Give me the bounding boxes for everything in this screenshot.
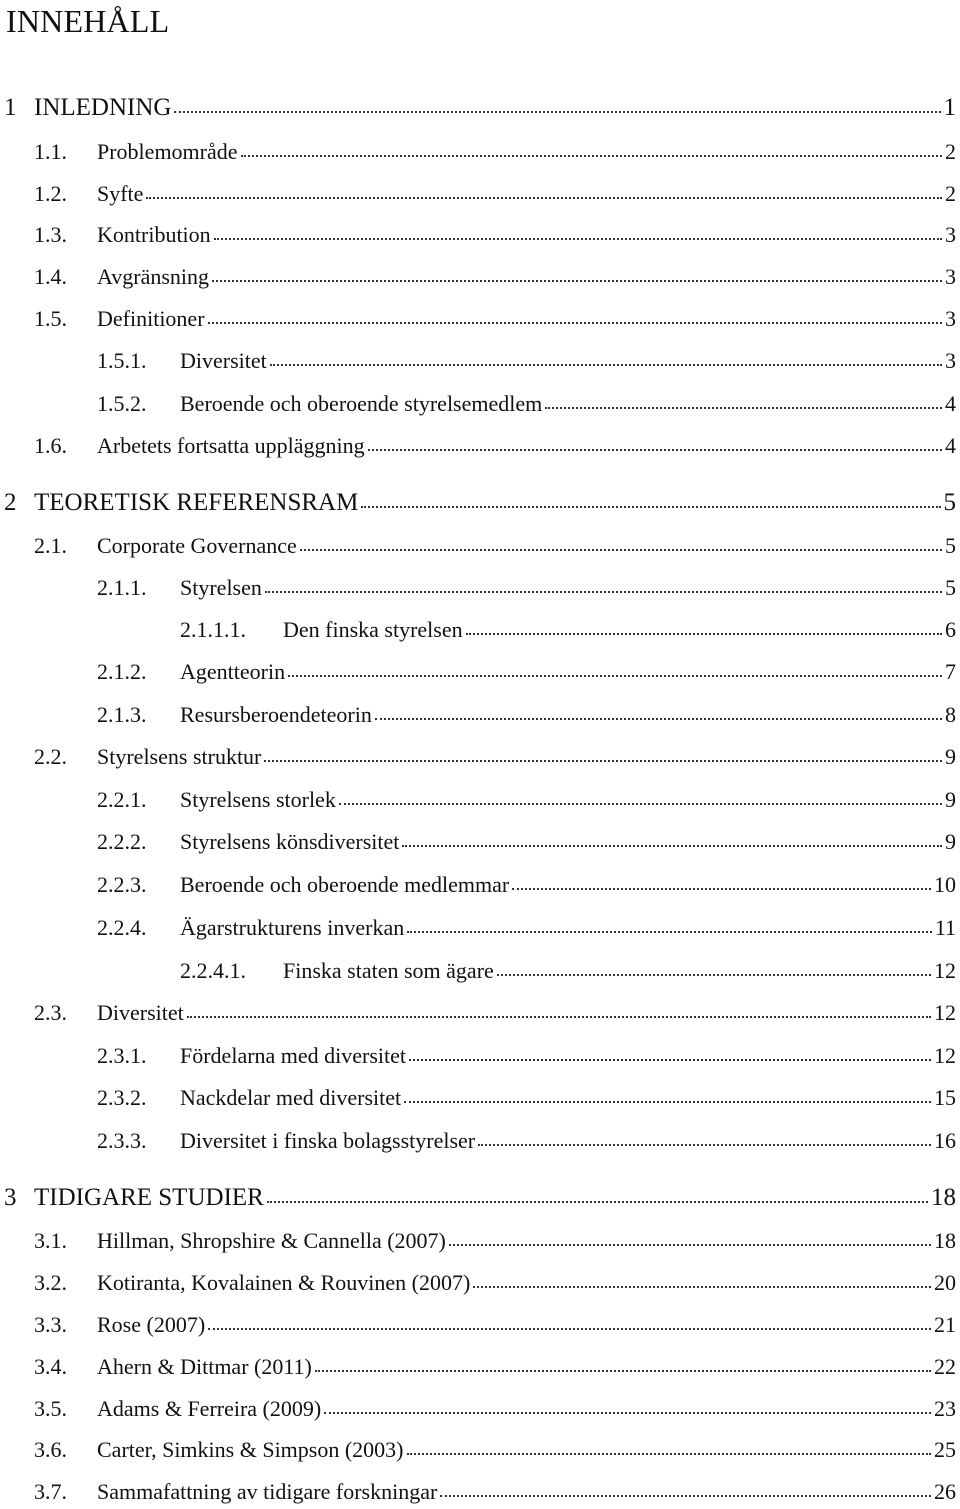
toc-entry-number: 3.3.	[34, 1312, 67, 1337]
toc-entry-number: 1.2.	[34, 181, 67, 206]
toc-entry-number: 2.3.1.	[97, 1043, 147, 1068]
toc-entry-label: Avgränsning	[97, 264, 210, 289]
toc-entry-number: 2.2.1.	[97, 787, 147, 812]
toc-dot-leader	[466, 631, 942, 635]
toc-entry[interactable]	[0, 1435, 960, 1465]
toc-entry[interactable]	[0, 573, 960, 603]
toc-entry[interactable]	[0, 742, 960, 772]
toc-entry[interactable]	[0, 700, 960, 730]
toc-entry[interactable]	[0, 1083, 960, 1113]
toc-entry[interactable]	[0, 488, 960, 518]
toc-entry-number: 2.1.	[34, 533, 67, 558]
toc-entry-number: 1.5.2.	[97, 391, 147, 416]
toc-entry[interactable]	[0, 220, 960, 250]
toc-dot-leader	[270, 362, 942, 366]
toc-entry-number: 3.7.	[34, 1479, 67, 1504]
toc-entry-page: 2	[945, 139, 956, 164]
toc-entry[interactable]	[0, 179, 960, 209]
toc-dot-leader	[497, 972, 931, 976]
toc-entry-label: Corporate Governance	[97, 533, 297, 558]
toc-entry[interactable]	[0, 346, 960, 376]
toc-entry-label: Ahern & Dittmar (2011)	[97, 1354, 312, 1379]
toc-entry-label: TEORETISK REFERENSRAM	[34, 489, 359, 516]
toc-entry[interactable]	[0, 913, 960, 943]
toc-entry-page: 4	[945, 433, 956, 458]
toc-dot-leader	[265, 589, 942, 593]
toc-dot-leader	[212, 278, 942, 282]
toc-entry-label: Styrelsens struktur	[97, 744, 262, 769]
toc-entry-number: 2.3.3.	[97, 1128, 147, 1153]
toc-dot-leader	[478, 1142, 931, 1146]
toc-dot-leader	[407, 929, 932, 933]
toc-dot-leader	[512, 886, 931, 890]
toc-dot-leader	[146, 195, 942, 199]
toc-entry-page: 8	[945, 702, 956, 727]
toc-entry-number: 1.5.	[34, 306, 67, 331]
toc-entry-label: Styrelsen	[180, 575, 262, 600]
toc-entry-number: 2.2.	[34, 744, 67, 769]
toc-entry-page: 9	[945, 787, 956, 812]
toc-dot-leader	[361, 504, 940, 508]
toc-entry[interactable]	[0, 304, 960, 334]
toc-entry-number: 1.1.	[34, 139, 67, 164]
toc-entry-number: 1.4.	[34, 264, 67, 289]
toc-dot-leader	[404, 1099, 931, 1103]
toc-entry-number: 2.2.3.	[97, 872, 147, 897]
toc-entry-number: 2.3.	[34, 1000, 67, 1025]
toc-entry[interactable]	[0, 1394, 960, 1424]
page-title: INNEHÅLL	[6, 3, 170, 39]
toc-entry-number: 3.4.	[34, 1354, 67, 1379]
toc-entry-page: 10	[934, 872, 956, 897]
toc-dot-leader	[409, 1057, 931, 1061]
toc-dot-leader	[241, 153, 942, 157]
toc-dot-leader	[187, 1014, 931, 1018]
toc-dot-leader	[267, 1199, 928, 1203]
toc-entry[interactable]	[0, 827, 960, 857]
toc-entry-label: Sammafattning av tidigare forskningar	[97, 1479, 438, 1504]
toc-entry-number: 1.5.1.	[97, 348, 147, 373]
toc-entry-page: 3	[945, 306, 956, 331]
toc-entry-number: 2.2.4.1.	[180, 958, 246, 983]
toc-dot-leader	[545, 405, 942, 409]
toc-entry-label: Syfte	[97, 181, 144, 206]
toc-entry-number: 2.1.1.1.	[180, 617, 246, 642]
toc-dot-leader	[315, 1368, 931, 1372]
toc-entry-page: 7	[945, 659, 956, 684]
toc-entry-label: Carter, Simkins & Simpson (2003)	[97, 1437, 404, 1462]
toc-entry-label: Resursberoendeteorin	[180, 702, 372, 727]
toc-entry-number: 2.1.3.	[97, 702, 147, 727]
toc-dot-leader	[368, 447, 942, 451]
toc-entry[interactable]	[0, 262, 960, 292]
toc-entry[interactable]	[0, 657, 960, 687]
toc-dot-leader	[288, 673, 942, 677]
toc-dot-leader	[300, 547, 942, 551]
toc-entry-label: Agentteorin	[180, 659, 286, 684]
toc-dot-leader	[208, 320, 942, 324]
toc-entry-label: Hillman, Shropshire & Cannella (2007)	[97, 1228, 446, 1253]
toc-entry-label: Rose (2007)	[97, 1312, 206, 1337]
toc-entry-label: Diversitet i finska bolagsstyrelser	[180, 1128, 476, 1153]
toc-entry[interactable]	[0, 531, 960, 561]
toc-entry-page: 12	[934, 1000, 956, 1025]
toc-entry-label: Styrelsens könsdiversitet	[180, 829, 400, 854]
toc-entry-number: 2.1.1.	[97, 575, 147, 600]
toc-entry[interactable]	[0, 956, 960, 986]
toc-dot-leader	[208, 1326, 931, 1330]
toc-entry-label: Kontribution	[97, 222, 211, 247]
toc-entry-page: 3	[945, 222, 956, 247]
toc-entry-page: 5	[945, 533, 956, 558]
toc-entry-number: 3.1.	[34, 1228, 67, 1253]
toc-entry-label: Beroende och oberoende medlemmar	[180, 872, 510, 897]
toc-entry-number: 3.2.	[34, 1270, 67, 1295]
toc-entry-number: 3	[4, 1184, 17, 1211]
toc-entry-page: 4	[945, 391, 956, 416]
toc-entry[interactable]	[0, 615, 960, 645]
toc-entry-label: Definitioner	[97, 306, 205, 331]
toc-entry-page: 22	[934, 1354, 956, 1379]
toc-entry-page: 9	[945, 744, 956, 769]
toc-entry[interactable]	[0, 785, 960, 815]
toc-entry[interactable]	[0, 389, 960, 419]
toc-entry-label: Diversitet	[97, 1000, 184, 1025]
toc-entry[interactable]	[0, 93, 960, 123]
toc-entry[interactable]	[0, 1477, 960, 1507]
toc-entry[interactable]	[0, 998, 960, 1028]
toc-dot-leader	[449, 1242, 931, 1246]
toc-entry-number: 2	[4, 489, 17, 516]
toc-dot-leader	[264, 758, 942, 762]
toc-entry-number: 3.6.	[34, 1437, 67, 1462]
toc-dot-leader	[473, 1284, 931, 1288]
toc-entry-label: Beroende och oberoende styrelsemedlem	[180, 391, 543, 416]
toc-entry-number: 2.2.2.	[97, 829, 147, 854]
toc-entry[interactable]	[0, 1226, 960, 1256]
toc-entry[interactable]	[0, 870, 960, 900]
toc-entry-page: 12	[934, 1043, 956, 1068]
toc-entry-page: 21	[934, 1312, 956, 1337]
toc-dot-leader	[402, 843, 942, 847]
toc-dot-leader	[174, 109, 940, 113]
toc-entry-page: 20	[934, 1270, 956, 1295]
toc-entry-label: Nackdelar med diversitet	[180, 1085, 402, 1110]
toc-entry-label: Fördelarna med diversitet	[180, 1043, 407, 1068]
toc-entry-page: 23	[934, 1396, 956, 1421]
toc-dot-leader	[375, 716, 942, 720]
toc-entry-label: INLEDNING	[34, 94, 172, 121]
toc-entry-page: 5	[943, 489, 956, 516]
toc-entry-label: Finska staten som ägare	[283, 958, 494, 983]
toc-entry-page: 5	[945, 575, 956, 600]
toc-entry-label: Problemområde	[97, 139, 238, 164]
toc-entry-label: Kotiranta, Kovalainen & Rouvinen (2007)	[97, 1270, 471, 1295]
toc-entry[interactable]	[0, 1183, 960, 1213]
toc-entry[interactable]	[0, 1268, 960, 1298]
toc-entry-number: 1.3.	[34, 222, 67, 247]
toc-entry-number: 2.2.4.	[97, 915, 147, 940]
toc-dot-leader	[440, 1493, 931, 1497]
toc-entry-page: 3	[945, 264, 956, 289]
toc-entry-label: TIDIGARE STUDIER	[34, 1184, 264, 1211]
toc-entry-label: Arbetets fortsatta uppläggning	[97, 433, 365, 458]
toc-entry[interactable]	[0, 1310, 960, 1340]
toc-entry-page: 15	[934, 1085, 956, 1110]
toc-entry-label: Adams & Ferreira (2009)	[97, 1396, 322, 1421]
toc-entry-number: 1.6.	[34, 433, 67, 458]
toc-entry-page: 6	[945, 617, 956, 642]
toc-entry-page: 25	[934, 1437, 956, 1462]
toc-entry-label: Ägarstrukturens inverkan	[180, 915, 405, 940]
toc-entry-page: 26	[934, 1479, 956, 1504]
toc-dot-leader	[214, 236, 942, 240]
toc-dot-leader	[339, 801, 942, 805]
toc-entry-page: 1	[943, 94, 956, 121]
toc-entry[interactable]	[0, 1352, 960, 1382]
toc-entry[interactable]	[0, 1126, 960, 1156]
toc-entry-page: 12	[934, 958, 956, 983]
toc-entry[interactable]	[0, 431, 960, 461]
toc-entry-number: 1	[4, 94, 17, 121]
toc-entry-label: Styrelsens storlek	[180, 787, 336, 812]
toc-dot-leader	[324, 1410, 931, 1414]
toc-entry[interactable]	[0, 1041, 960, 1071]
toc-entry[interactable]	[0, 137, 960, 167]
toc-entry-page: 18	[934, 1228, 956, 1253]
toc-entry-page: 9	[945, 829, 956, 854]
toc-entry-page: 3	[945, 348, 956, 373]
toc-dot-leader	[407, 1451, 931, 1455]
toc-entry-page: 11	[934, 915, 956, 940]
toc-entry-page: 16	[934, 1128, 956, 1153]
toc-entry-label: Den finska styrelsen	[283, 617, 463, 642]
toc-entry-page: 18	[931, 1184, 956, 1211]
toc-entry-number: 3.5.	[34, 1396, 67, 1421]
toc-entry-label: Diversitet	[180, 348, 267, 373]
toc-entry-page: 2	[945, 181, 956, 206]
toc-entry-number: 2.3.2.	[97, 1085, 147, 1110]
toc-entry-number: 2.1.2.	[97, 659, 147, 684]
